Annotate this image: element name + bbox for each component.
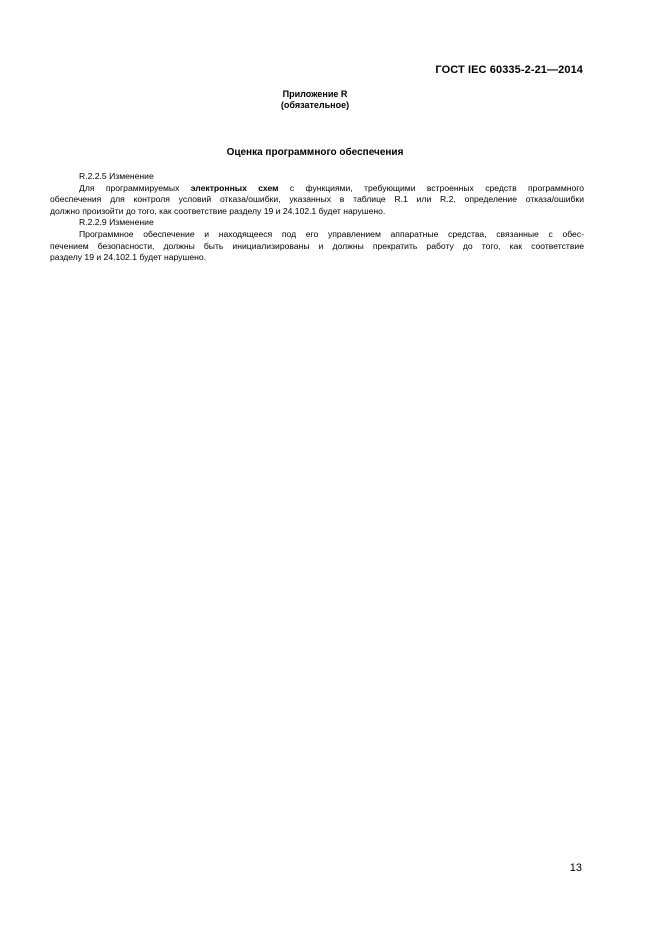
text-fragment: Для программируемых	[79, 182, 191, 193]
text-line: должно произойти до того, как соответствие разделу 19 и 24.102.1 будет нарушено.	[50, 205, 386, 216]
annex-title: Приложение R	[282, 89, 348, 99]
clause-r-2-2-9	[50, 217, 584, 263]
section-heading: Оценка программного обеспечения	[226, 147, 404, 158]
document-body	[50, 171, 584, 264]
page-number: 13	[569, 862, 582, 874]
clause-number: R.2.2.5 Изменение	[79, 171, 154, 181]
annex-title-block	[0, 89, 630, 111]
clause-r-2-2-5	[50, 171, 584, 217]
text-fragment: с функциями, требующими встроенных средств программного	[278, 182, 584, 193]
clause-text	[50, 228, 584, 264]
text-line	[79, 183, 584, 195]
clause-text	[50, 182, 584, 218]
defined-term: электронных схем	[190, 182, 279, 193]
text-line: Программное обеспечение и находящееся под его управлением аппаратные средства, связанные с обес-	[79, 228, 584, 239]
text-line: печением безопасности, должны быть инициализированы и должны прекратить работу до того, как соответствие	[50, 240, 584, 251]
text-line: обеспечения для контроля условий отказа/ошибки, указанных в таблице R.1 или R.2, определение отказа/ошибки	[50, 194, 584, 205]
standard-code: ГОСТ IEC 60335-2-21—2014	[435, 64, 583, 76]
text-line: разделу 19 и 24.102.1 будет нарушено.	[50, 252, 207, 263]
annex-status: (обязательное)	[280, 100, 350, 110]
clause-number: R.2.2.9 Изменение	[79, 217, 154, 228]
